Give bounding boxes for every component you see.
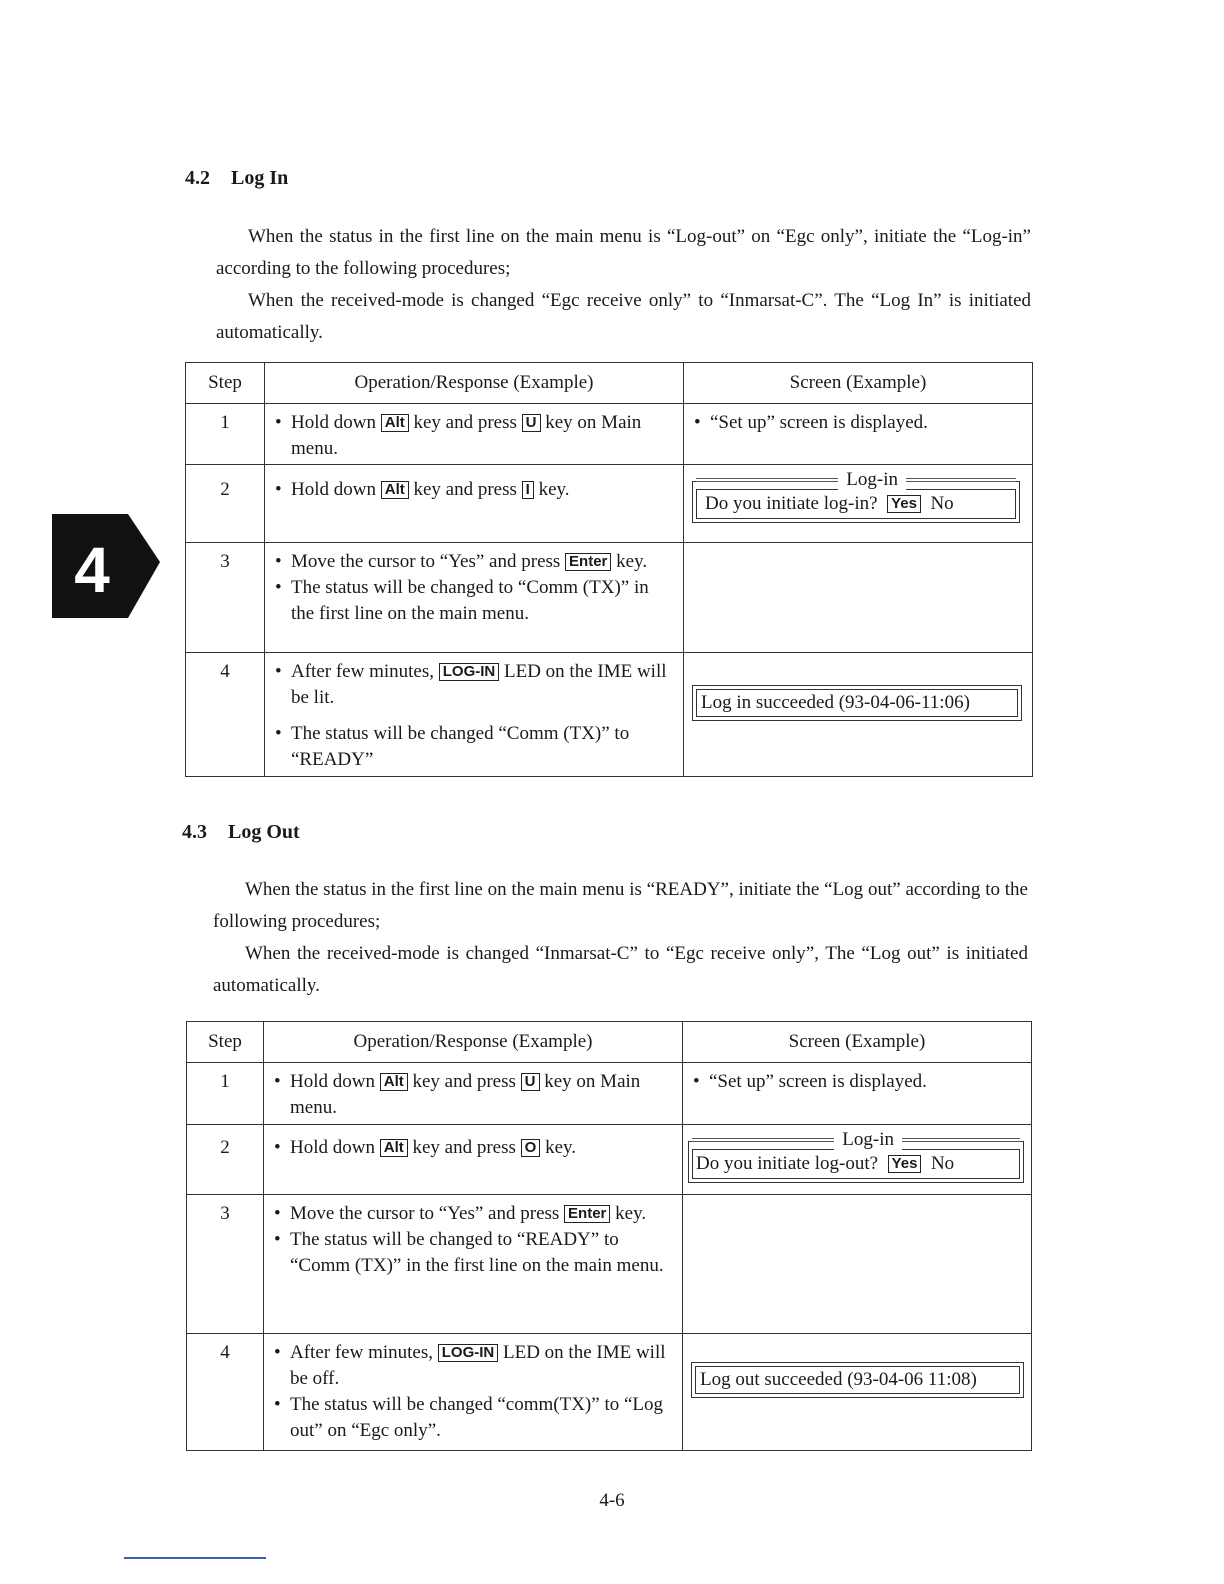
header-step: Step bbox=[186, 363, 265, 404]
paragraph: When the received-mode is changed “Inmarsat-C” to “Egc receive only”, The “Log out” is initiated automatically. bbox=[213, 943, 1028, 996]
header-screen: Screen (Example) bbox=[684, 363, 1033, 404]
table-row bbox=[186, 465, 1033, 543]
dialog-title: Log-in bbox=[838, 469, 906, 491]
operation-cell: • Move the cursor to “Yes” and press Enter key. • The status will be changed to “READY” to “Comm (TX)” in the first line on the main menu. bbox=[264, 1195, 683, 1334]
dialog-prompt: Do you initiate log-out? bbox=[696, 1153, 879, 1174]
table-row bbox=[187, 1125, 1032, 1195]
step-number: 2 bbox=[186, 465, 265, 543]
log-in-led-key: LOG-IN bbox=[439, 663, 500, 681]
chapter-tab bbox=[52, 514, 160, 618]
operation-cell: • Hold down Alt key and press O key. bbox=[264, 1125, 683, 1195]
result-message: Log out succeeded (93-04-06 11:08) bbox=[695, 1366, 1020, 1394]
log-in-led-key: LOG-IN bbox=[438, 1344, 499, 1362]
section-title: Log Out bbox=[228, 821, 300, 843]
procedure-table bbox=[186, 1021, 1032, 1451]
alt-key: Alt bbox=[380, 1139, 408, 1157]
paragraph: When the received-mode is changed “Egc receive only” to “Inmarsat-C”. The “Log In” is initiated automatically. bbox=[216, 290, 1031, 343]
table-header-row bbox=[186, 363, 1033, 404]
alt-key: Alt bbox=[381, 414, 409, 432]
step-number: 1 bbox=[186, 404, 265, 465]
step-number: 4 bbox=[187, 1334, 264, 1451]
no-option: No bbox=[930, 493, 954, 514]
alt-key: Alt bbox=[381, 481, 409, 499]
screen-cell bbox=[683, 1334, 1032, 1451]
operation-cell: • After few minutes, LOG-IN LED on the IME will be off. • The status will be changed “comm(TX)” to “Log out” on “Egc only”. bbox=[264, 1334, 683, 1451]
log-in-result-box bbox=[692, 685, 1022, 721]
section-heading-log-out bbox=[182, 821, 300, 844]
log-in-dialog bbox=[692, 469, 1020, 523]
procedure-table bbox=[185, 362, 1033, 777]
yes-option: Yes bbox=[887, 495, 921, 513]
enter-key: Enter bbox=[564, 1205, 610, 1223]
header-operation: Operation/Response (Example) bbox=[265, 363, 684, 404]
step-number: 3 bbox=[186, 543, 265, 653]
table-row bbox=[187, 1334, 1032, 1451]
operation-cell: • Hold down Alt key and press I key. bbox=[265, 465, 684, 543]
section-number: 4.3 bbox=[182, 821, 207, 843]
paragraph: When the status in the first line on the main menu is “Log-out” on “Egc only”, initiate the “Log-in” according to the following procedures; bbox=[216, 226, 1031, 279]
alt-key: Alt bbox=[380, 1073, 408, 1091]
table-row bbox=[187, 1195, 1032, 1334]
section-heading-log-in bbox=[185, 167, 288, 190]
log-out-result-box bbox=[691, 1362, 1024, 1398]
screen-cell bbox=[684, 653, 1033, 777]
footer-line bbox=[124, 1557, 266, 1559]
screen-cell: • “Set up” screen is displayed. bbox=[684, 404, 1033, 465]
operation-cell: • After few minutes, LOG-IN LED on the IME will be lit. • The status will be changed “Comm (TX)” to “READY” bbox=[265, 653, 684, 777]
log-out-dialog bbox=[688, 1129, 1024, 1183]
u-key: U bbox=[521, 1073, 540, 1091]
i-key: I bbox=[522, 481, 534, 499]
table-row bbox=[186, 543, 1033, 653]
o-key: O bbox=[521, 1139, 541, 1157]
dialog-title: Log-in bbox=[834, 1129, 902, 1151]
section-number: 4.2 bbox=[185, 167, 210, 189]
u-key: U bbox=[522, 414, 541, 432]
chapter-number: 4 bbox=[74, 534, 110, 606]
no-option: No bbox=[930, 1153, 955, 1174]
operation-cell: • Hold down Alt key and press U key on Main menu. bbox=[265, 404, 684, 465]
screen-cell bbox=[683, 1125, 1032, 1195]
operation-cell: • Hold down Alt key and press U key on Main menu. bbox=[264, 1063, 683, 1125]
result-message: Log in succeeded (93-04-06-11:06) bbox=[696, 689, 1018, 717]
intro-paragraphs bbox=[216, 221, 1031, 349]
step-number: 2 bbox=[187, 1125, 264, 1195]
operation-cell: • Move the cursor to “Yes” and press Enter key. • The status will be changed to “Comm (TX)” in the first line on the main menu. bbox=[265, 543, 684, 653]
dialog-prompt: Do you initiate log-in? bbox=[705, 493, 878, 514]
table-row bbox=[187, 1063, 1032, 1125]
step-number: 4 bbox=[186, 653, 265, 777]
header-step: Step bbox=[187, 1022, 264, 1063]
section-title: Log In bbox=[231, 167, 289, 189]
screen-cell bbox=[684, 543, 1033, 653]
paragraph: When the status in the first line on the main menu is “READY”, initiate the “Log out” according to the following procedures; bbox=[213, 879, 1028, 932]
screen-cell bbox=[683, 1195, 1032, 1334]
table-header-row bbox=[187, 1022, 1032, 1063]
header-screen: Screen (Example) bbox=[683, 1022, 1032, 1063]
intro-paragraphs bbox=[213, 874, 1028, 1002]
step-number: 1 bbox=[187, 1063, 264, 1125]
screen-cell: • “Set up” screen is displayed. bbox=[683, 1063, 1032, 1125]
page-number: 4-6 bbox=[599, 1490, 625, 1511]
table-row bbox=[186, 653, 1033, 777]
step-number: 3 bbox=[187, 1195, 264, 1334]
yes-option: Yes bbox=[888, 1155, 922, 1173]
enter-key: Enter bbox=[565, 553, 611, 571]
table-row bbox=[186, 404, 1033, 465]
header-operation: Operation/Response (Example) bbox=[264, 1022, 683, 1063]
screen-cell bbox=[684, 465, 1033, 543]
